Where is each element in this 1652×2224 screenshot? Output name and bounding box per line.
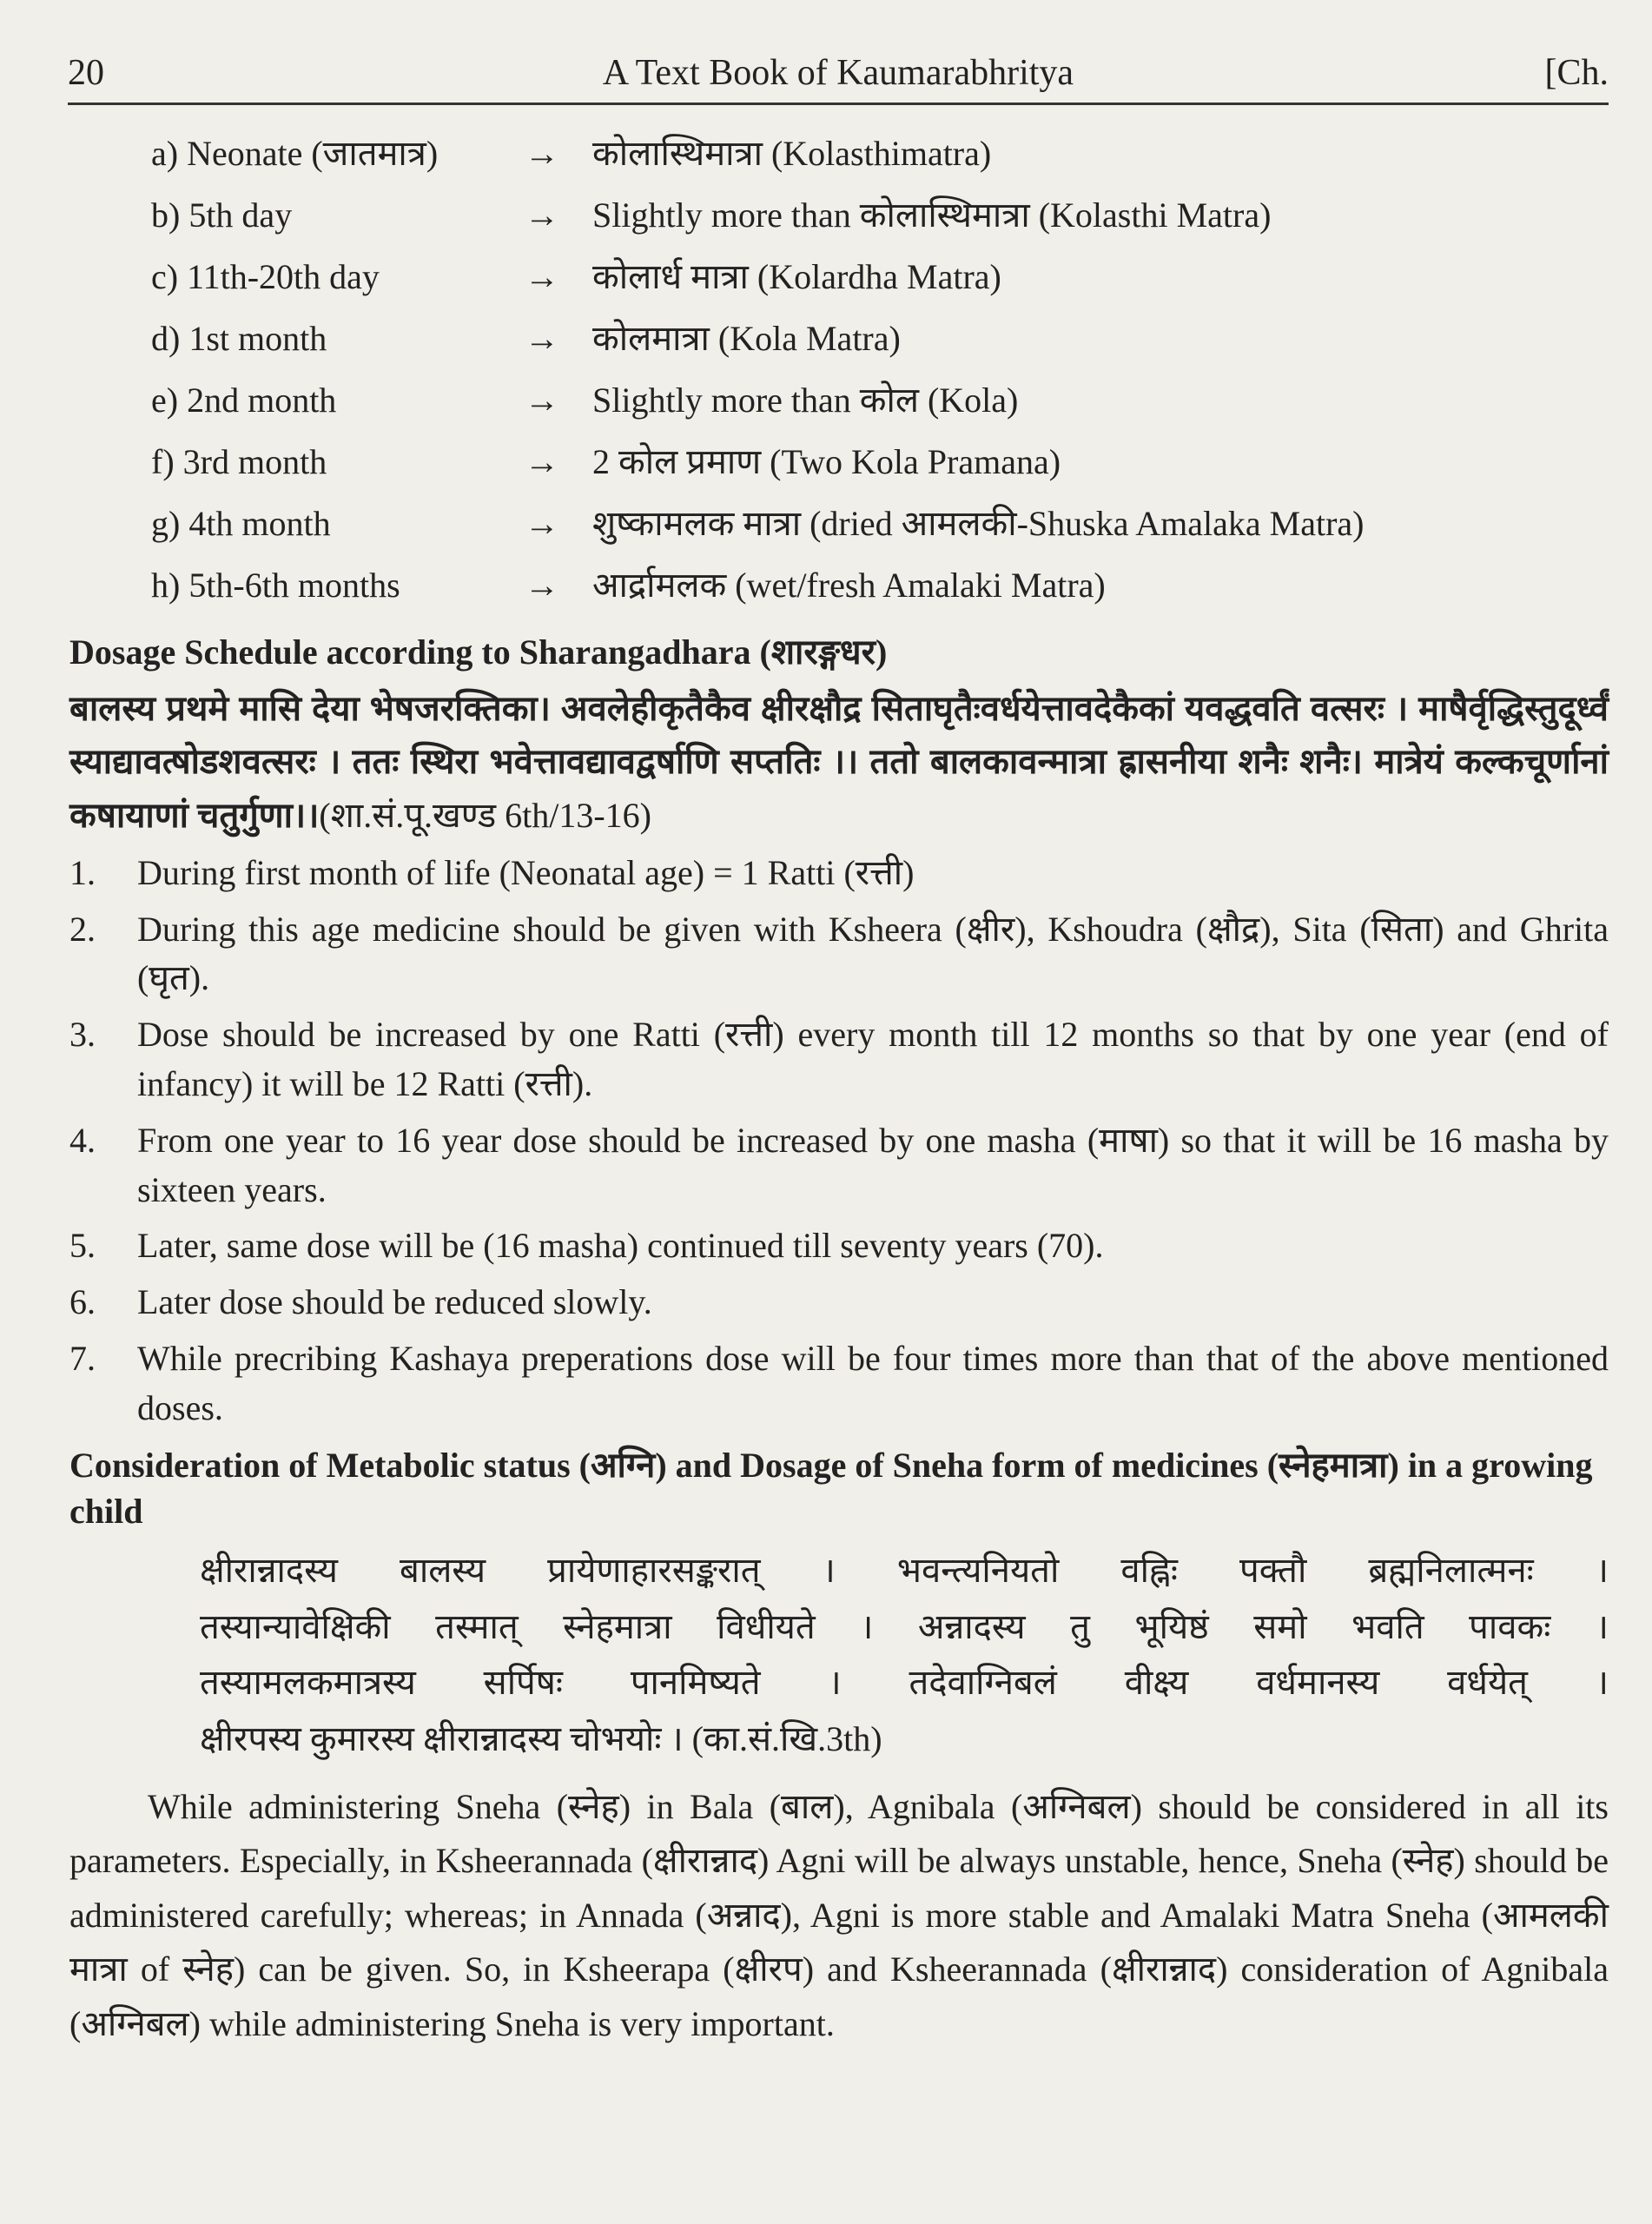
point-number: 2. — [69, 909, 96, 949]
age-label: c) 11th-20th day — [151, 257, 380, 296]
point-number: 6. — [69, 1282, 96, 1322]
verse-line: तस्यामलकमात्रस्य सर्पिषः पानमिष्यते । तदेवाग्निबलं वीक्ष्य वर्धमानस्य वर्धयेत् । — [200, 1663, 1609, 1703]
dosage-point — [69, 1010, 1609, 1109]
section-heading-sneha: Consideration of Metabolic status (अग्नि) and Dosage of Sneha form of medicines (स्नेहमात्रा) in a growing child — [69, 1445, 1593, 1531]
body-paragraph: While administering Sneha (स्नेह) in Bala (बाल), Agnibala (अग्निबल) should be considered in all its parameters. Especially, in Ksheerannada (क्षीरान्नाद) Agni will be always unstable, hence, Sneha (स्नेह) should be administered carefully; whereas; in Annada (अन्नाद), Agni is more stable and Amalaki Matra Sneha (आमलकी मात्रा of स्नेह) can be given. So, in Ksheerapa (क्षीरप) and Ksheerannada (क्षीरान्नाद) consideration of Agnibala (अग्निबल) while administering Sneha is very important. — [69, 1787, 1609, 2043]
section-heading-sharangadhara: Dosage Schedule according to Sharangadhara (शारङ्गधर) — [69, 632, 888, 672]
dose-text: कोलास्थिमात्रा (Kolasthimatra) — [592, 134, 992, 173]
point-text: From one year to 16 year dose should be increased by one masha (माषा) so that it will be 16 masha by sixteen years. — [137, 1120, 1609, 1209]
dosage-point — [69, 905, 1609, 1004]
point-text: While precribing Kashaya preperations dose will be four times more than that of the above mentioned doses. — [137, 1338, 1609, 1427]
sanskrit-verse — [200, 1543, 1609, 1768]
page-content — [69, 130, 1609, 2086]
book-title: A Text Book of Kaumarabhritya — [602, 53, 1074, 93]
arrow-icon: → — [525, 381, 559, 420]
dosage-points-list — [69, 849, 1609, 1433]
age-label: f) 3rd month — [151, 442, 327, 481]
page-number: 20 — [68, 53, 104, 93]
dosage-point — [69, 1334, 1609, 1433]
age-dose-row — [151, 192, 1609, 254]
sanskrit-sloka — [69, 682, 1609, 842]
point-text: Later dose should be reduced slowly. — [137, 1282, 652, 1322]
point-number: 7. — [69, 1338, 96, 1378]
age-label: h) 5th-6th months — [151, 566, 400, 605]
chapter-marker: [Ch. — [1544, 53, 1609, 93]
age-label: d) 1st month — [151, 319, 327, 358]
point-text: During this age medicine should be given with Ksheera (क्षीर), Kshoudra (क्षौद्र), Sita (सिता) and Ghrita (घृत). — [137, 909, 1609, 998]
verse-line: क्षीरपस्य कुमारस्य क्षीरान्नादस्य चोभयोः । (का.सं.खि.3th) — [200, 1719, 882, 1759]
age-label: g) 4th month — [151, 504, 331, 543]
dosage-point — [69, 1221, 1609, 1271]
sloka-reference: (शा.सं.पू.खण्ड 6th/13-16) — [319, 795, 652, 835]
dosage-point — [69, 1278, 1609, 1327]
dose-text: Slightly more than कोल (Kola) — [592, 381, 1019, 420]
dose-text: 2 कोल प्रमाण (Two Kola Pramana) — [592, 442, 1061, 481]
age-dose-row — [151, 439, 1609, 500]
dose-text: कोलमात्रा (Kola Matra) — [592, 319, 901, 358]
dosage-point — [69, 849, 1609, 898]
age-dose-list — [69, 130, 1609, 624]
arrow-icon: → — [525, 442, 559, 481]
age-label: e) 2nd month — [151, 381, 337, 420]
dosage-point — [69, 1116, 1609, 1215]
point-text: Dose should be increased by one Ratti (रत्ती) every month till 12 months so that by one year (end of infancy) it will be 12 Ratti (रत्ती). — [137, 1015, 1609, 1103]
arrow-icon: → — [525, 134, 559, 173]
age-dose-row — [151, 254, 1609, 315]
verse-line: क्षीरान्नादस्य बालस्य प्रायेणाहारसङ्करात् । भवन्त्यनियतो वह्निः पक्तौ ब्रह्मनिलात्मनः । — [200, 1550, 1609, 1590]
point-number: 5. — [69, 1226, 96, 1266]
age-dose-row — [151, 315, 1609, 377]
dose-text: कोलार्ध मात्रा (Kolardha Matra) — [592, 257, 1001, 296]
age-dose-row — [151, 377, 1609, 439]
arrow-icon: → — [525, 195, 559, 235]
arrow-icon: → — [525, 319, 559, 358]
dose-text: आर्द्रामलक (wet/fresh Amalaki Matra) — [592, 566, 1106, 605]
point-text: During first month of life (Neonatal age) = 1 Ratti (रत्ती) — [137, 852, 915, 892]
dose-text: शुष्कामलक मात्रा (dried आमलकी-Shuska Amalaka Matra) — [592, 504, 1365, 543]
age-label: a) Neonate (जातमात्र) — [151, 134, 439, 173]
arrow-icon: → — [525, 504, 559, 543]
age-dose-row — [151, 562, 1609, 624]
sloka-text: बालस्य प्रथमे मासि देया भेषजरक्तिका। अवलेहीकृतैकैव क्षीरक्षौद्र सिताघृतैःवर्धयेत्तावदेकैकां यवद्धवति वत्सरः । माषैर्वृद्धिस्तुदूर्ध्वं स्याद्यावत्षोडशवत्सरः । ततः स्थिरा भवेत्तावद्यावद्वर्षाणि सप्ततिः ।। ततो बालकावन्मात्रा ह्रासनीया शनैः शनैः। मात्रेयं कल्कचूर्णानां कषायाणां चतुर्गुणा।। — [69, 689, 1609, 835]
age-dose-row — [151, 500, 1609, 562]
verse-line: तस्यान्यावेक्षिकी तस्मात् स्नेहमात्रा विधीयते । अन्नादस्य तु भूयिष्ठं समो भवति पावकः । — [200, 1606, 1609, 1646]
point-text: Later, same dose will be (16 masha) continued till seventy years (70). — [137, 1226, 1104, 1266]
age-label: b) 5th day — [151, 195, 293, 235]
point-number: 3. — [69, 1015, 96, 1055]
arrow-icon: → — [525, 257, 559, 296]
point-number: 4. — [69, 1120, 96, 1160]
age-dose-row — [151, 130, 1609, 192]
point-number: 1. — [69, 852, 96, 892]
dose-text: Slightly more than कोलास्थिमात्रा (Kolasthi Matra) — [592, 195, 1272, 235]
page-header — [68, 45, 1609, 105]
arrow-icon: → — [525, 566, 559, 605]
